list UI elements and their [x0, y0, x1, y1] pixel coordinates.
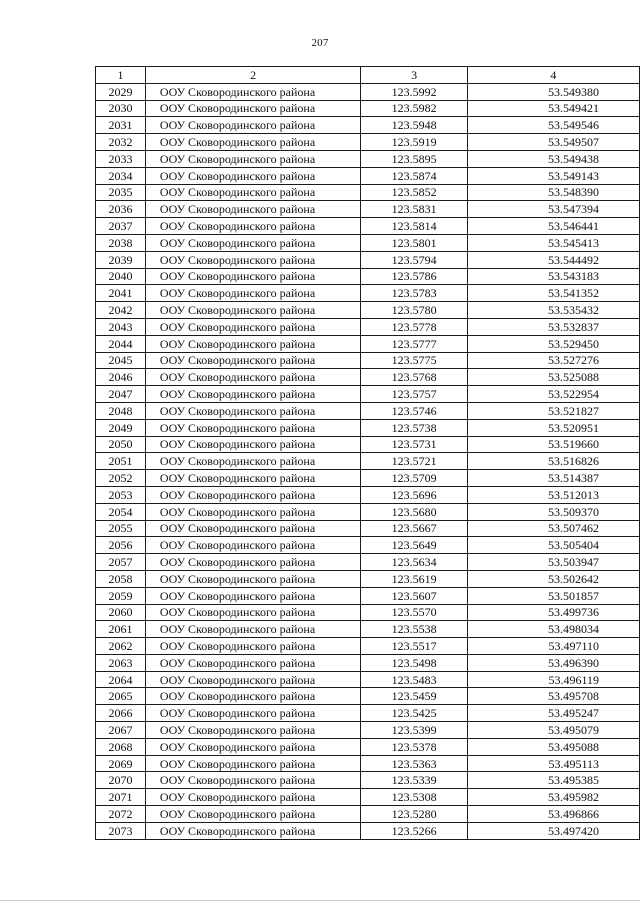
- latitude-cell: 53.541352: [467, 285, 639, 302]
- longitude-cell: 123.5696: [361, 486, 467, 503]
- latitude-cell: 53.525088: [467, 369, 639, 386]
- table-row: [96, 772, 640, 789]
- table-header: [96, 67, 640, 84]
- row-number-cell: 2059: [96, 587, 146, 604]
- table-row: [96, 100, 640, 117]
- latitude-cell: 53.545413: [467, 234, 639, 251]
- row-number-cell: 2056: [96, 537, 146, 554]
- location-name-cell: ООУ Сковородинского района: [145, 335, 360, 352]
- location-name-cell: ООУ Сковородинского района: [145, 604, 360, 621]
- latitude-cell: 53.549438: [467, 150, 639, 167]
- table-body: [96, 83, 640, 839]
- latitude-cell: 53.521827: [467, 402, 639, 419]
- latitude-cell: 53.549380: [467, 83, 639, 100]
- latitude-cell: 53.522954: [467, 386, 639, 403]
- longitude-cell: 123.5731: [361, 436, 467, 453]
- latitude-cell: 53.516826: [467, 453, 639, 470]
- location-name-cell: ООУ Сковородинского района: [145, 688, 360, 705]
- row-number-cell: 2051: [96, 453, 146, 470]
- latitude-cell: 53.544492: [467, 251, 639, 268]
- location-name-cell: ООУ Сковородинского района: [145, 570, 360, 587]
- location-name-cell: ООУ Сковородинского района: [145, 654, 360, 671]
- location-name-cell: ООУ Сковородинского района: [145, 822, 360, 839]
- location-name-cell: ООУ Сковородинского района: [145, 201, 360, 218]
- page-number: 207: [311, 37, 329, 49]
- row-number-cell: 2035: [96, 184, 146, 201]
- table-row: [96, 503, 640, 520]
- longitude-cell: 123.5517: [361, 638, 467, 655]
- column-header-4: 4: [467, 67, 639, 84]
- longitude-cell: 123.5607: [361, 587, 467, 604]
- location-name-cell: ООУ Сковородинского района: [145, 537, 360, 554]
- longitude-cell: 123.5709: [361, 470, 467, 487]
- table-row: [96, 134, 640, 151]
- location-name-cell: ООУ Сковородинского района: [145, 318, 360, 335]
- table-row: [96, 738, 640, 755]
- table-row: [96, 604, 640, 621]
- location-name-cell: ООУ Сковородинского района: [145, 386, 360, 403]
- location-name-cell: ООУ Сковородинского района: [145, 453, 360, 470]
- latitude-cell: 53.495982: [467, 789, 639, 806]
- table-row: [96, 83, 640, 100]
- table-row: [96, 251, 640, 268]
- table-row: [96, 755, 640, 772]
- location-name-cell: ООУ Сковородинского района: [145, 486, 360, 503]
- longitude-cell: 123.5363: [361, 755, 467, 772]
- table-row: [96, 806, 640, 823]
- latitude-cell: 53.529450: [467, 335, 639, 352]
- location-name-cell: ООУ Сковородинского района: [145, 419, 360, 436]
- row-number-cell: 2047: [96, 386, 146, 403]
- longitude-cell: 123.5895: [361, 150, 467, 167]
- coordinates-table: [95, 66, 640, 840]
- table-row: [96, 419, 640, 436]
- latitude-cell: 53.495113: [467, 755, 639, 772]
- latitude-cell: 53.497110: [467, 638, 639, 655]
- row-number-cell: 2037: [96, 218, 146, 235]
- longitude-cell: 123.5619: [361, 570, 467, 587]
- location-name-cell: ООУ Сковородинского района: [145, 184, 360, 201]
- row-number-cell: 2040: [96, 268, 146, 285]
- row-number-cell: 2070: [96, 772, 146, 789]
- column-header-3: 3: [361, 67, 467, 84]
- location-name-cell: ООУ Сковородинского района: [145, 436, 360, 453]
- table-row: [96, 671, 640, 688]
- row-number-cell: 2048: [96, 402, 146, 419]
- table-row: [96, 369, 640, 386]
- location-name-cell: ООУ Сковородинского района: [145, 705, 360, 722]
- location-name-cell: ООУ Сковородинского района: [145, 402, 360, 419]
- longitude-cell: 123.5992: [361, 83, 467, 100]
- latitude-cell: 53.549143: [467, 167, 639, 184]
- longitude-cell: 123.5399: [361, 722, 467, 739]
- longitude-cell: 123.5483: [361, 671, 467, 688]
- longitude-cell: 123.5339: [361, 772, 467, 789]
- latitude-cell: 53.497420: [467, 822, 639, 839]
- table-row: [96, 654, 640, 671]
- table-row: [96, 705, 640, 722]
- latitude-cell: 53.495079: [467, 722, 639, 739]
- row-number-cell: 2052: [96, 470, 146, 487]
- row-number-cell: 2031: [96, 117, 146, 134]
- longitude-cell: 123.5459: [361, 688, 467, 705]
- longitude-cell: 123.5721: [361, 453, 467, 470]
- latitude-cell: 53.505404: [467, 537, 639, 554]
- longitude-cell: 123.5801: [361, 234, 467, 251]
- row-number-cell: 2034: [96, 167, 146, 184]
- table-row: [96, 318, 640, 335]
- longitude-cell: 123.5982: [361, 100, 467, 117]
- latitude-cell: 53.495247: [467, 705, 639, 722]
- longitude-cell: 123.5280: [361, 806, 467, 823]
- location-name-cell: ООУ Сковородинского района: [145, 470, 360, 487]
- longitude-cell: 123.5667: [361, 520, 467, 537]
- row-number-cell: 2073: [96, 822, 146, 839]
- location-name-cell: ООУ Сковородинского района: [145, 789, 360, 806]
- longitude-cell: 123.5634: [361, 554, 467, 571]
- longitude-cell: 123.5768: [361, 369, 467, 386]
- location-name-cell: ООУ Сковородинского района: [145, 167, 360, 184]
- location-name-cell: ООУ Сковородинского района: [145, 520, 360, 537]
- latitude-cell: 53.502642: [467, 570, 639, 587]
- table-row: [96, 453, 640, 470]
- longitude-cell: 123.5786: [361, 268, 467, 285]
- longitude-cell: 123.5757: [361, 386, 467, 403]
- row-number-cell: 2054: [96, 503, 146, 520]
- row-number-cell: 2064: [96, 671, 146, 688]
- row-number-cell: 2032: [96, 134, 146, 151]
- table-row: [96, 638, 640, 655]
- location-name-cell: ООУ Сковородинского района: [145, 100, 360, 117]
- row-number-cell: 2065: [96, 688, 146, 705]
- table-row: [96, 722, 640, 739]
- latitude-cell: 53.512013: [467, 486, 639, 503]
- latitude-cell: 53.546441: [467, 218, 639, 235]
- table-row: [96, 822, 640, 839]
- row-number-cell: 2030: [96, 100, 146, 117]
- table-row: [96, 386, 640, 403]
- location-name-cell: ООУ Сковородинского района: [145, 218, 360, 235]
- row-number-cell: 2071: [96, 789, 146, 806]
- header-row: [96, 67, 640, 84]
- row-number-cell: 2041: [96, 285, 146, 302]
- longitude-cell: 123.5746: [361, 402, 467, 419]
- location-name-cell: ООУ Сковородинского района: [145, 621, 360, 638]
- latitude-cell: 53.498034: [467, 621, 639, 638]
- row-number-cell: 2062: [96, 638, 146, 655]
- longitude-cell: 123.5794: [361, 251, 467, 268]
- latitude-cell: 53.532837: [467, 318, 639, 335]
- latitude-cell: 53.507462: [467, 520, 639, 537]
- row-number-cell: 2058: [96, 570, 146, 587]
- latitude-cell: 53.514387: [467, 470, 639, 487]
- table-row: [96, 201, 640, 218]
- row-number-cell: 2068: [96, 738, 146, 755]
- longitude-cell: 123.5814: [361, 218, 467, 235]
- longitude-cell: 123.5783: [361, 285, 467, 302]
- table-row: [96, 218, 640, 235]
- longitude-cell: 123.5538: [361, 621, 467, 638]
- latitude-cell: 53.549421: [467, 100, 639, 117]
- row-number-cell: 2039: [96, 251, 146, 268]
- location-name-cell: ООУ Сковородинского района: [145, 503, 360, 520]
- row-number-cell: 2053: [96, 486, 146, 503]
- table-row: [96, 402, 640, 419]
- latitude-cell: 53.495708: [467, 688, 639, 705]
- row-number-cell: 2063: [96, 654, 146, 671]
- latitude-cell: 53.496390: [467, 654, 639, 671]
- longitude-cell: 123.5874: [361, 167, 467, 184]
- longitude-cell: 123.5498: [361, 654, 467, 671]
- latitude-cell: 53.499736: [467, 604, 639, 621]
- row-number-cell: 2042: [96, 302, 146, 319]
- table-row: [96, 302, 640, 319]
- row-number-cell: 2055: [96, 520, 146, 537]
- row-number-cell: 2061: [96, 621, 146, 638]
- latitude-cell: 53.549507: [467, 134, 639, 151]
- longitude-cell: 123.5425: [361, 705, 467, 722]
- location-name-cell: ООУ Сковородинского района: [145, 772, 360, 789]
- table-row: [96, 167, 640, 184]
- table-row: [96, 486, 640, 503]
- table-row: [96, 520, 640, 537]
- location-name-cell: ООУ Сковородинского района: [145, 806, 360, 823]
- location-name-cell: ООУ Сковородинского района: [145, 671, 360, 688]
- table-row: [96, 789, 640, 806]
- longitude-cell: 123.5649: [361, 537, 467, 554]
- location-name-cell: ООУ Сковородинского района: [145, 251, 360, 268]
- latitude-cell: 53.496119: [467, 671, 639, 688]
- longitude-cell: 123.5378: [361, 738, 467, 755]
- row-number-cell: 2069: [96, 755, 146, 772]
- longitude-cell: 123.5738: [361, 419, 467, 436]
- latitude-cell: 53.543183: [467, 268, 639, 285]
- location-name-cell: ООУ Сковородинского района: [145, 134, 360, 151]
- location-name-cell: ООУ Сковородинского района: [145, 755, 360, 772]
- location-name-cell: ООУ Сковородинского района: [145, 738, 360, 755]
- table-row: [96, 234, 640, 251]
- row-number-cell: 2044: [96, 335, 146, 352]
- latitude-cell: 53.509370: [467, 503, 639, 520]
- location-name-cell: ООУ Сковородинского района: [145, 369, 360, 386]
- table-row: [96, 436, 640, 453]
- longitude-cell: 123.5948: [361, 117, 467, 134]
- longitude-cell: 123.5852: [361, 184, 467, 201]
- location-name-cell: ООУ Сковородинского района: [145, 83, 360, 100]
- table-row: [96, 285, 640, 302]
- table-row: [96, 688, 640, 705]
- location-name-cell: ООУ Сковородинского района: [145, 587, 360, 604]
- table-row: [96, 554, 640, 571]
- row-number-cell: 2038: [96, 234, 146, 251]
- row-number-cell: 2057: [96, 554, 146, 571]
- longitude-cell: 123.5777: [361, 335, 467, 352]
- column-header-1: 1: [96, 67, 146, 84]
- row-number-cell: 2050: [96, 436, 146, 453]
- latitude-cell: 53.548390: [467, 184, 639, 201]
- row-number-cell: 2049: [96, 419, 146, 436]
- column-header-2: 2: [145, 67, 360, 84]
- longitude-cell: 123.5680: [361, 503, 467, 520]
- table-row: [96, 570, 640, 587]
- latitude-cell: 53.535432: [467, 302, 639, 319]
- longitude-cell: 123.5570: [361, 604, 467, 621]
- table-row: [96, 587, 640, 604]
- location-name-cell: ООУ Сковородинского района: [145, 638, 360, 655]
- location-name-cell: ООУ Сковородинского района: [145, 234, 360, 251]
- latitude-cell: 53.496866: [467, 806, 639, 823]
- table-row: [96, 470, 640, 487]
- table-row: [96, 268, 640, 285]
- longitude-cell: 123.5831: [361, 201, 467, 218]
- location-name-cell: ООУ Сковородинского района: [145, 285, 360, 302]
- location-name-cell: ООУ Сковородинского района: [145, 117, 360, 134]
- table-row: [96, 335, 640, 352]
- location-name-cell: ООУ Сковородинского района: [145, 722, 360, 739]
- longitude-cell: 123.5778: [361, 318, 467, 335]
- latitude-cell: 53.549546: [467, 117, 639, 134]
- latitude-cell: 53.547394: [467, 201, 639, 218]
- table-row: [96, 184, 640, 201]
- latitude-cell: 53.503947: [467, 554, 639, 571]
- table-row: [96, 352, 640, 369]
- table-row: [96, 117, 640, 134]
- location-name-cell: ООУ Сковородинского района: [145, 352, 360, 369]
- longitude-cell: 123.5919: [361, 134, 467, 151]
- row-number-cell: 2036: [96, 201, 146, 218]
- table-row: [96, 150, 640, 167]
- latitude-cell: 53.495088: [467, 738, 639, 755]
- longitude-cell: 123.5780: [361, 302, 467, 319]
- location-name-cell: ООУ Сковородинского района: [145, 302, 360, 319]
- latitude-cell: 53.520951: [467, 419, 639, 436]
- row-number-cell: 2067: [96, 722, 146, 739]
- latitude-cell: 53.495385: [467, 772, 639, 789]
- longitude-cell: 123.5308: [361, 789, 467, 806]
- row-number-cell: 2029: [96, 83, 146, 100]
- latitude-cell: 53.519660: [467, 436, 639, 453]
- table-row: [96, 621, 640, 638]
- row-number-cell: 2033: [96, 150, 146, 167]
- location-name-cell: ООУ Сковородинского района: [145, 150, 360, 167]
- row-number-cell: 2066: [96, 705, 146, 722]
- row-number-cell: 2060: [96, 604, 146, 621]
- latitude-cell: 53.501857: [467, 587, 639, 604]
- latitude-cell: 53.527276: [467, 352, 639, 369]
- table-row: [96, 537, 640, 554]
- longitude-cell: 123.5775: [361, 352, 467, 369]
- scan-edge-line: [0, 900, 640, 901]
- row-number-cell: 2072: [96, 806, 146, 823]
- row-number-cell: 2043: [96, 318, 146, 335]
- row-number-cell: 2045: [96, 352, 146, 369]
- longitude-cell: 123.5266: [361, 822, 467, 839]
- location-name-cell: ООУ Сковородинского района: [145, 554, 360, 571]
- location-name-cell: ООУ Сковородинского района: [145, 268, 360, 285]
- row-number-cell: 2046: [96, 369, 146, 386]
